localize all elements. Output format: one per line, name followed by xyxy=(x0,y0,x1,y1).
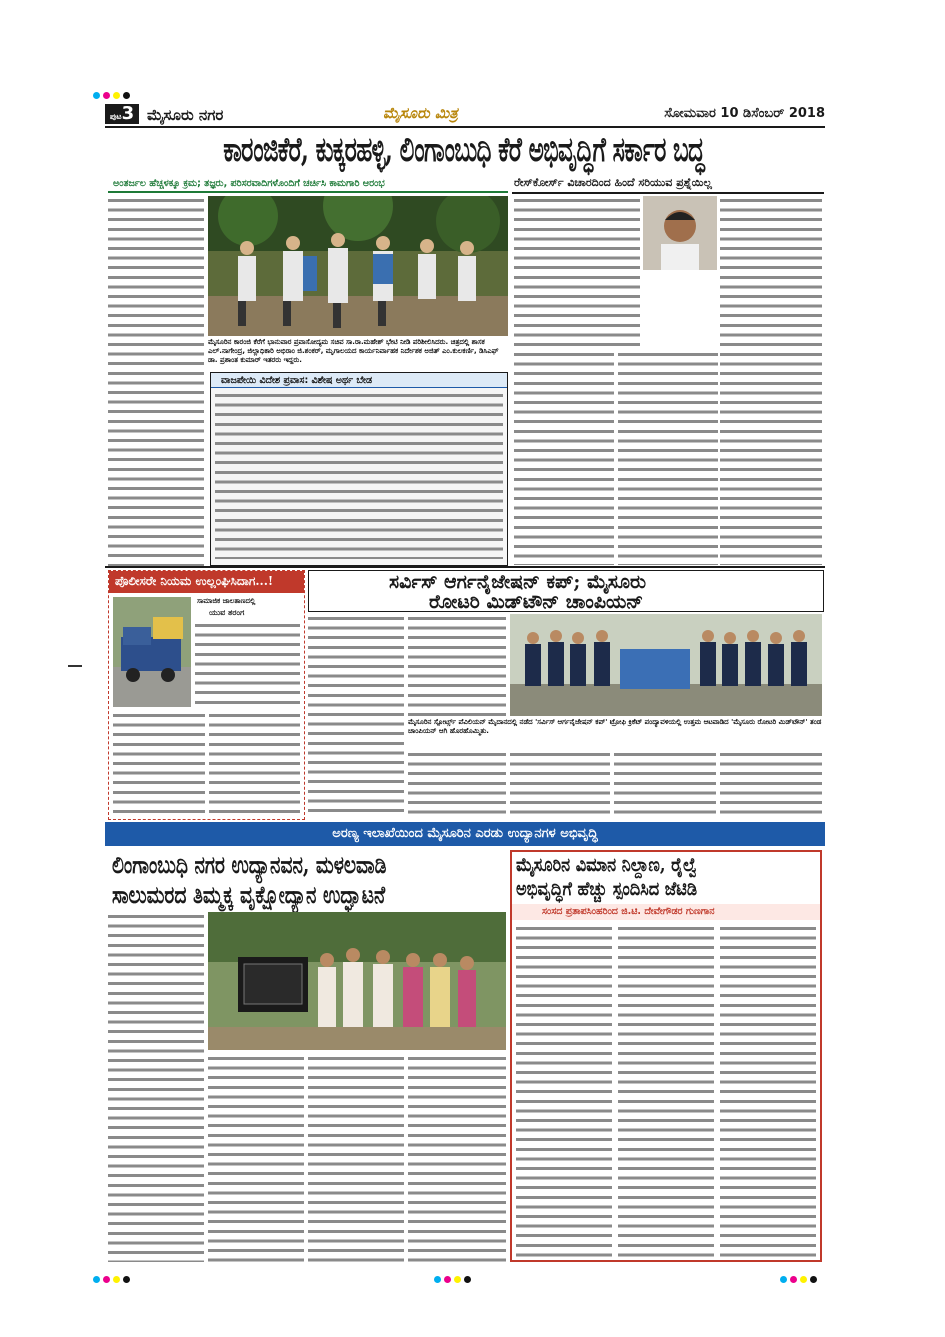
police-story-box xyxy=(108,570,305,820)
boxed-story-headline: ವಾಜಪೇಯಿ ವಿದೇಶ ಪ್ರವಾಸ: ವಿಶೇಷ ಅರ್ಥ ಬೇಡ xyxy=(221,375,373,386)
registration-marks-top xyxy=(93,84,133,103)
cup-story-column-2 xyxy=(408,614,506,716)
section-title: ಮೈಸೂರು ನಗರ xyxy=(147,106,224,124)
main-story-photo xyxy=(208,196,508,336)
police-story-body-1 xyxy=(195,621,300,707)
police-story-body-2 xyxy=(113,711,205,815)
cup-team-photo xyxy=(510,614,822,716)
cup-story-column-3 xyxy=(408,750,506,818)
cup-photo-caption: ಮೈಸೂರಿನ ಸ್ಪೋರ್ಟ್ಸ್ ಪೆವಿಲಿಯನ್ ಮೈದಾನದಲ್ಲಿ ನಡೆದ 'ಸರ್ವಿಸ್ ಆರ್ಗನೈಜೇಷನ್ ಕಪ್' ಟ್ರೋಫಿ ಕ್ರಿಕೆಟ್ ಪಂದ್ಯಾವಳಿಯಲ್ಲಿ ಉತ್ತಮ ಆಟವಾಡಿದ 'ಮೈಸೂರು ರೋಟರಿ ಮಿಡ್‌ಟೌನ್' ತಂಡ ಚಾಂಪಿಯನ್ ಆಗಿ ಹೊರಹೊಮ್ಮಿತು. xyxy=(408,718,822,735)
police-headline: ಪೊಲೀಸರೇ ನಿಯಮ ಉಲ್ಲಂಘಿಸಿದಾಗ...! xyxy=(115,574,274,588)
sidebar-rule xyxy=(512,192,824,194)
cup-story-column-5 xyxy=(614,750,716,818)
sidebar-column-1 xyxy=(514,196,640,346)
sidebar-portrait xyxy=(643,196,717,270)
section-separator xyxy=(105,566,825,568)
sidebar-column-2 xyxy=(720,196,822,346)
cup-headline-box xyxy=(308,570,824,612)
boxed-story-body xyxy=(215,391,503,559)
park-headline-2: ಸಾಲುಮರದ ತಿಮ್ಮಕ್ಕ ವೃಕ್ಷೋದ್ಯಾನ ಉದ್ಘಾಟನೆ xyxy=(112,880,386,909)
boxed-story xyxy=(210,372,508,566)
cup-story-column-4 xyxy=(510,750,610,818)
main-subhead: ಅಂತರ್ಜಲ ಹೆಚ್ಚಳಕ್ಕೂ ಕ್ರಮ; ತಜ್ಞರು, ಪರಿಸರವಾದಿಗಳೊಂದಿಗೆ ಚರ್ಚಿಸಿ ಕಾಮಗಾರಿ ಆರಂಭ xyxy=(113,178,385,189)
masthead: ಮೈಸೂರು ಮಿತ್ರ xyxy=(383,104,458,122)
cup-story-column-1 xyxy=(308,614,404,818)
cup-story-column-6 xyxy=(720,750,822,818)
registration-marks-bottom-left xyxy=(93,1268,133,1287)
park-story-column-3 xyxy=(308,1054,404,1262)
police-story-body-3 xyxy=(209,711,300,815)
park-story-column-4 xyxy=(408,1054,506,1262)
page-header xyxy=(105,104,825,128)
main-story-photo-caption: ಮೈಸೂರಿನ ಕಾರಂಜಿ ಕೆರೆಗೆ ಭಾನುವಾರ ಪ್ರವಾಸೋದ್ಯಮ ಸಚಿವ ಸಾ.ರಾ.ಮಹೇಶ್ ಭೇಟಿ ನೀಡಿ ಪರಿಶೀಲಿಸಿದರು. ಚಿತ್ರದಲ್ಲಿ ಶಾಸಕ ಎಲ್.ನಾಗೇಂದ್ರ, ಜಿಲ್ಲಾಧಿಕಾರಿ ಅಭಿರಾಂ ಜಿ.ಶಂಕರ್, ಮೃಗಾಲಯದ ಕಾರ್ಯನಿರ್ವಾಹಕ ನಿರ್ದೇಶಕ ಅಜಿತ್ ಎಂ.ಕುಲಕರ್ಣಿ, ಡಿಸಿಎಫ್ ಡಾ. ಪ್ರಶಾಂತ ಕುಮಾರ್ ಇತರರು ಇದ್ದರು. xyxy=(208,338,499,364)
sidebar-column-5 xyxy=(720,350,822,565)
main-story-column-1 xyxy=(108,196,204,568)
airport-subhead: ಸಂಸದ ಪ್ರತಾಪಸಿಂಹರಿಂದ ಜಿ.ಟಿ. ದೇವೇಗೌಡರ ಗುಣಗಾನ xyxy=(542,906,715,917)
main-subhead-rule xyxy=(108,191,508,193)
park-story-column-2 xyxy=(208,1054,304,1262)
page-number-badge: ಪುಟ3 xyxy=(105,104,139,124)
registration-marks-bottom-right xyxy=(780,1268,820,1287)
sidebar-column-4 xyxy=(618,350,718,565)
section-divider-text: ಅರಣ್ಯ ಇಲಾಖೆಯಿಂದ ಮೈಸೂರಿನ ಎರಡು ಉದ್ಯಾನಗಳ ಅಭಿವೃದ್ಧಿ xyxy=(332,826,598,841)
park-story-column-1 xyxy=(108,912,204,1262)
registration-marks-bottom-center xyxy=(434,1268,474,1287)
park-inauguration-photo xyxy=(208,912,506,1050)
cup-headline-1: ಸರ್ವಿಸ್ ಆರ್ಗನೈಜೇಷನ್ ಕಪ್; ಮೈಸೂರು xyxy=(389,571,647,593)
fold-mark xyxy=(68,665,82,667)
issue-date: ಸೋಮವಾರ 10 ಡಿಸೆಂಬರ್ 2018 xyxy=(664,106,825,121)
sidebar-headline: ರೇಸ್‌ಕೋರ್ಸ್ ವಿಚಾರದಿಂದ ಹಿಂದೆ ಸರಿಯುವ ಪ್ರಶ್ನೆಯಿಲ್ಲ xyxy=(514,176,712,189)
police-byline-title: ಸಾಮಾಜಿಕ ಜಾಲತಾಣದಲ್ಲಿ xyxy=(197,597,256,605)
police-photo xyxy=(113,597,191,707)
airport-story-box xyxy=(510,850,822,1262)
cup-headline-2: ರೋಟರಿ ಮಿಡ್‌ಟೌನ್ ಚಾಂಪಿಯನ್ xyxy=(429,591,644,613)
airport-headline-2: ಅಭಿವೃದ್ಧಿಗೆ ಹೆಚ್ಚು ಸ್ಪಂದಿಸಿದ ಜೆಟಿಡಿ xyxy=(516,878,698,900)
airport-story-column-2 xyxy=(618,924,714,1260)
sidebar-column-3 xyxy=(514,350,614,565)
police-byline-name: ಯುವ ತರಂಗ xyxy=(209,608,245,617)
airport-headline-1: ಮೈಸೂರಿನ ವಿಮಾನ ನಿಲ್ದಾಣ, ರೈಲ್ವೆ xyxy=(516,854,697,876)
main-headline: ಕಾರಂಜಿಕೆರೆ, ಕುಕ್ಕರಹಳ್ಳಿ, ಲಿಂಗಾಂಬುಧಿ ಕೆರೆ ಅಭಿವೃದ್ಧಿಗೆ ಸರ್ಕಾರ ಬದ್ಧ xyxy=(223,130,705,170)
park-headline-1: ಲಿಂಗಾಂಬುಧಿ ನಗರ ಉದ್ಯಾನವನ, ಮಳಲವಾಡಿ xyxy=(112,850,387,879)
airport-story-column-1 xyxy=(516,924,612,1260)
airport-story-column-3 xyxy=(720,924,816,1260)
